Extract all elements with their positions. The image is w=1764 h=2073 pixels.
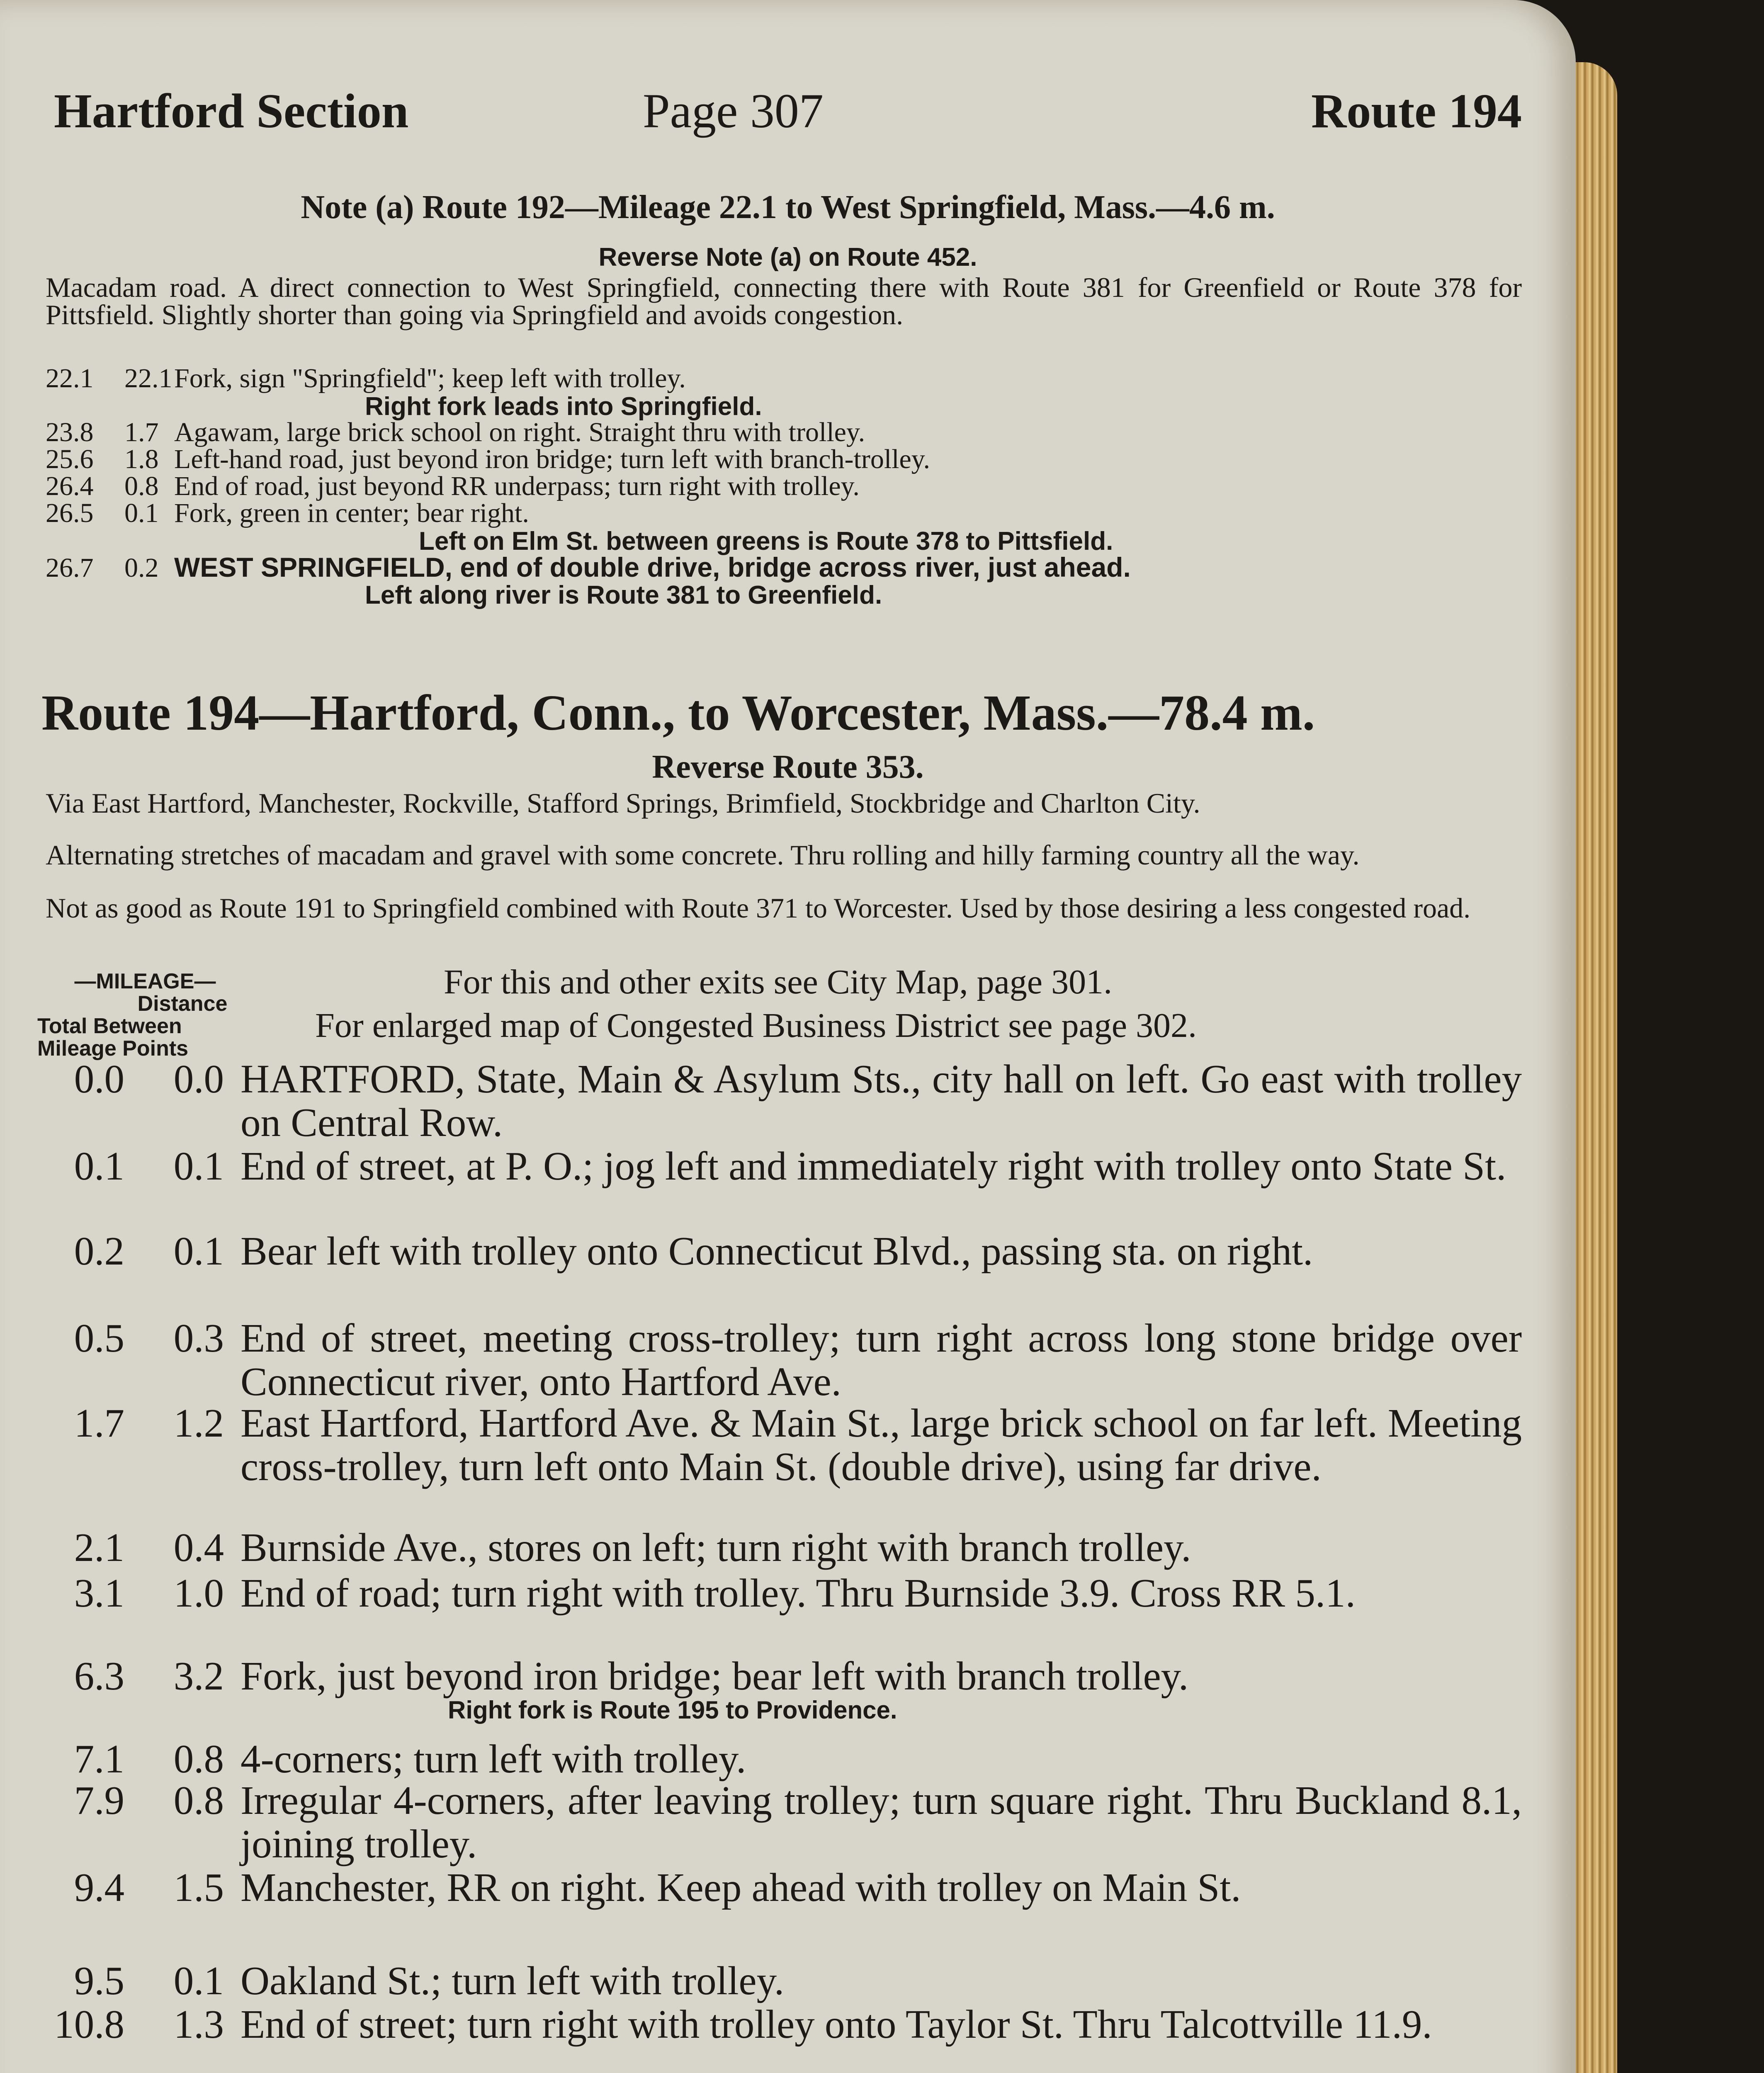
note-line: 23.8 1.7 Agawam, large brick school on right. Straight thru with trolley. (46, 417, 865, 447)
exits-note: For this and other exits see City Map, page 301. (444, 963, 1113, 1001)
note-reverse: Reverse Note (a) on Route 452. (598, 243, 977, 272)
points-label: Mileage Points (37, 1036, 189, 1061)
note-title: Note (a) Route 192—Mileage 22.1 to West Springfield, Mass.—4.6 m. (301, 189, 1275, 226)
note-line: 22.1 22.1Fork, sign "Springfield"; keep left with trolley. (46, 363, 686, 393)
mileage-label: —MILEAGE— (74, 969, 216, 993)
route-terrain: Alternating stretches of macadam and gravel with some concrete. Thru rolling and hilly farming country all the way. (46, 839, 1360, 871)
mileage-legend (37, 970, 253, 1060)
route-title: Route 194—Hartford, Conn., to Worcester, Mass.—78.4 m. (41, 685, 1315, 741)
note-subline: Left on Elm St. between greens is Route 378 to Pittsfield. (419, 527, 1113, 556)
book-page: Hartford Section Page 307 Route 194 Note (a) Route 192—Mileage 22.1 to West Springfield, Mass.—4.6 m. Reverse Note (a) on Route 452. Macadam road. A direct connection to West Springfield, connecting there with Route 381 for Greenfield or Route 378 for Pittsfield. Slightly shorter than going via Springfield and avoids congestion. 22.1 22.1Fork, sign "Springfield"; keep left with trolley. Right fork leads into Springfield. 23.8 1.7 Agawam, large brick school on right. Straight thru with trolley. 25.6 1.8 Left-hand road, just beyond iron bridge; turn left with branch-trolley. 26.4 0.8 End of road, just beyond RR underpass; turn right with trolley. 26.5 0.1 Fork, green in center; bear right. Left on Elm St. between greens is Route 378 to Pittsfield. 26.7 0.2 WEST SPRINGFIELD, end of double drive, bridge across river, just ahead. Left along river is Route 381 to Greenfield. Route 194—Hartford, Conn., to Worcester, Mass.—78.4 m. Reverse Route 353. Via East Hartford, Manchester, Rockville, Stafford Springs, Brimfield, Stockbridge and Charlton City. Alternating stretches of macadam and gravel with some concrete. Thru rolling and hilly farming country all the way. Not as good as Route 191 to Springfield combined with Route 371 to Worcester. Used by those desiring a less congested road. —MILEAGE— Distance Total Between Mileage Points For this and other exits see City Map, page 301. For enlarged map of Congested Business District see page 302. 0.0 0.0 HARTFORD, State, Main & Asylum Sts., city hall on left. Go east with trolley on Central Row. 0.1 0.1 End of street, at P. O.; jog left and immediately right with trolley onto State St. 0.2 0.1 Bear left with trolley onto Connecticut Blvd., passing sta. on right. 0.5 0.3 End of street, meeting cross-trolley; turn right across long stone bridge over Connecticut river, onto Hartford Ave. 1.7 1.2 East Hartford, Hartford Ave. & Main St., large brick school on far left. Meeting cross-trolley, turn left onto Main St. (double drive), using far drive. 2.1 0.4 Burnside Ave., stores on left; turn right with branch trolley. 3.1 1.0 End of road; turn right with trolley. Thru Burnside 3.9. Cross RR 5.1. 6.3 3.2 Fork, just beyond iron bridge; bear left with branch trolley. Right fork is Route 195 to Providence. 7.1 0.8 4-corners; turn left with trolley. 7.9 0.8 Irregular 4-corners, after leaving trolley; turn square right. Thru Buckland 8.1, joining trolley. 9.4 1.5 Manchester, RR on right. Keep ahead with trolley on Main St. 9.5 0.1 Oakland St.; turn left with trolley. 10.8 1.3 End of street; turn right with trolley onto Taylor St. Thru Talcottville 11.9. (0, 0, 1576, 2073)
route-number: Route 194 (1311, 84, 1522, 138)
section-title: Hartford Section (54, 84, 409, 138)
route-compare: Not as good as Route 191 to Springfield combined with Route 371 to Worcester. Used by those desiring a less congested road. (46, 892, 1471, 924)
note-subline: Right fork leads into Springfield. (365, 392, 762, 421)
enlarged-map-note: For enlarged map of Congested Business District see page 302. (315, 1006, 1197, 1045)
distance-label: Distance (137, 992, 228, 1016)
note-line: 26.7 0.2 WEST SPRINGFIELD, end of double drive, bridge across river, just ahead. (46, 552, 1131, 583)
page-number: Page 307 (643, 84, 824, 138)
page-header (54, 83, 1522, 145)
total-label: Total Between (37, 1014, 182, 1038)
route-via: Via East Hartford, Manchester, Rockville, Stafford Springs, Brimfield, Stockbridge and Charlton City. (46, 787, 1200, 819)
note-line: 25.6 1.8 Left-hand road, just beyond iron bridge; turn left with branch-trolley. (46, 444, 931, 474)
note-line: 26.5 0.1 Fork, green in center; bear right. (46, 498, 529, 528)
note-line: 26.4 0.8 End of road, just beyond RR underpass; turn right with trolley. (46, 471, 860, 501)
note-paragraph: Macadam road. A direct connection to West Springfield, connecting there with Route 381 for Greenfield or Route 378 for Pittsfield. Slightly shorter than going via Springfield and avoids congestion. (46, 272, 1522, 330)
route-reverse: Reverse Route 353. (652, 749, 924, 785)
note-subline: Left along river is Route 381 to Greenfield. (365, 581, 882, 609)
